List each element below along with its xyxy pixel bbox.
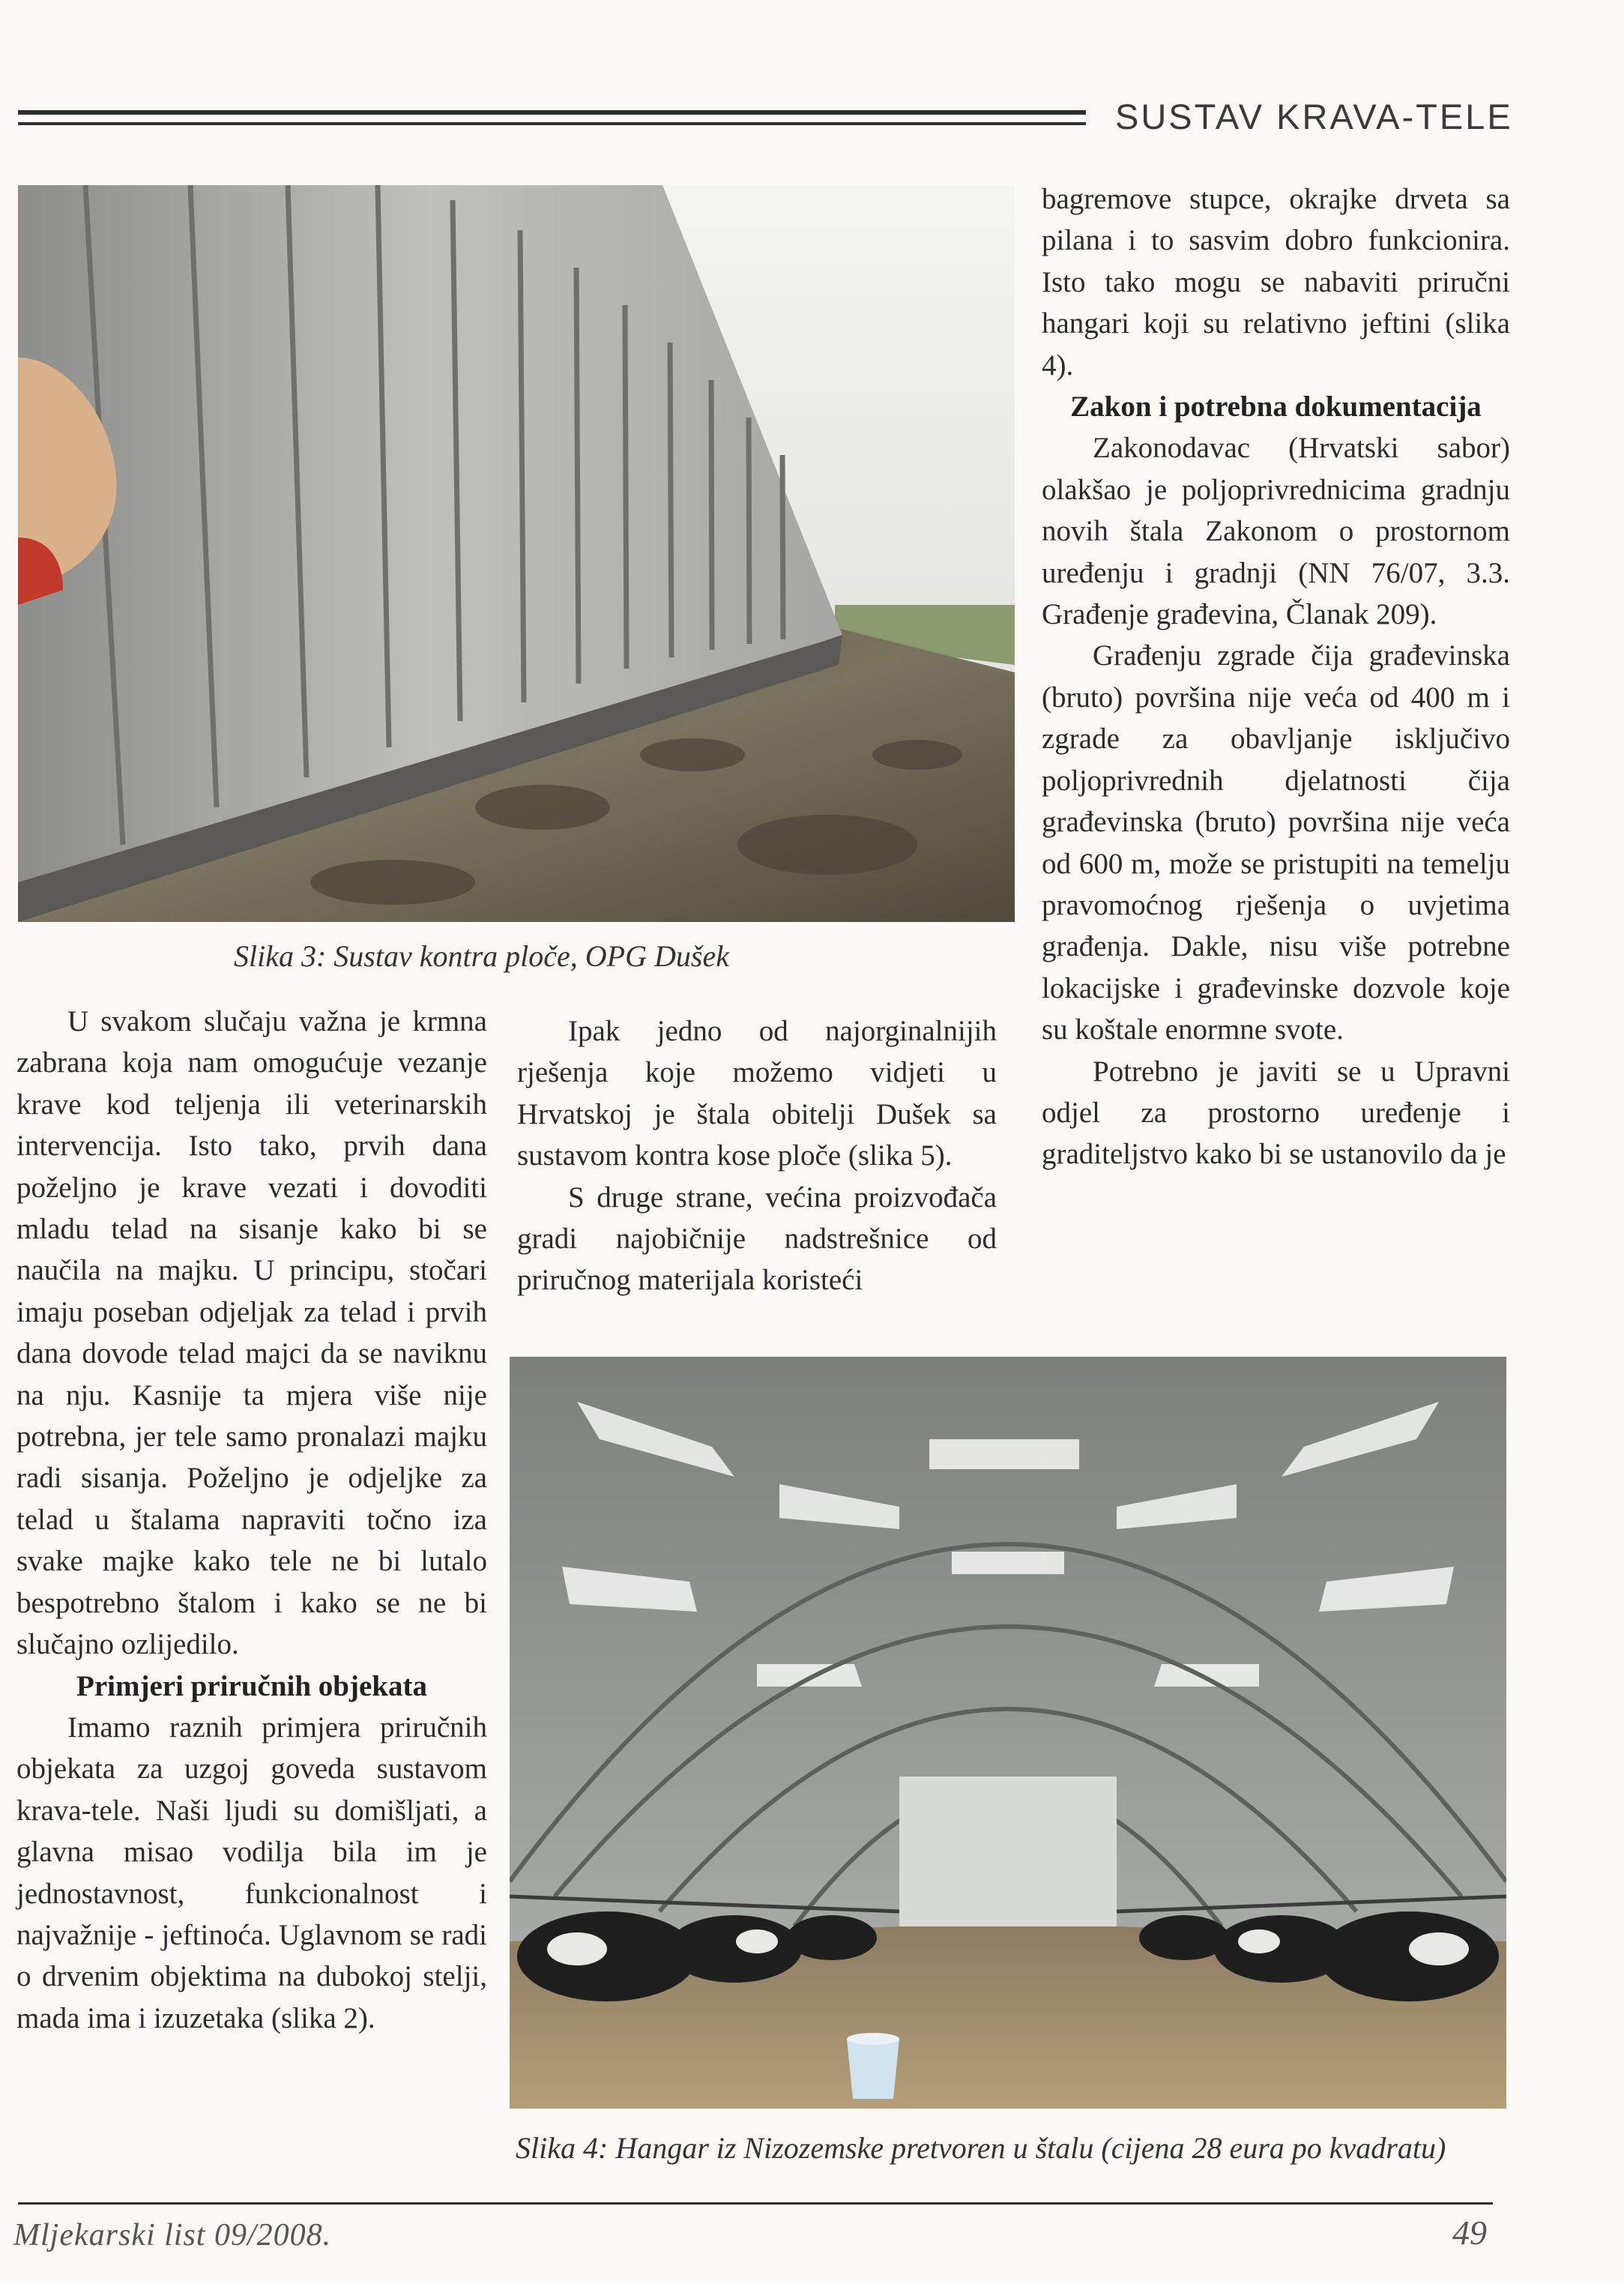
- left-paragraph-2: Imamo raznih primjera priručnih objekata za uzgoj goveda sustavom krava-tele. Naši ljudi su domišljati, a glavna misao vodilja bila im je jednostavnost, funkcionalnost i najvažnije - jeftinoća. Uglavnom se radi o drvenim objektima na dubokoj stelji, mada ima i izuzetaka (slika 2).: [16, 1711, 487, 2034]
- right-paragraph-1: bagremove stupce, okrajke drveta sa pilana i to sasvim dobro funkcionira. Isto tako mogu se nabaviti priručni hangari koji su relativno jeftini (slika 4).: [1042, 183, 1510, 382]
- middle-paragraph-1: Ipak jedno od najorginalnijih rješenja koje možemo vidjeti u Hrvatskoj je štala obitelji Dušek sa sustavom kontra kose ploče (slika 5).: [517, 1015, 997, 1172]
- left-column: [16, 1001, 487, 2039]
- heading-zakon-dokumentacija: Zakon i potrebna dokumentacija: [1070, 391, 1482, 424]
- heading-primjeri-objekata: Primjeri priručnih objekata: [76, 1669, 427, 1702]
- right-column: [1042, 178, 1510, 1175]
- left-paragraph-1: U svakom slučaju važna je krmna zabrana koja nam omogućuje vezanje krave kod teljenja ili veterinarskih intervencija. Isto tako, prvih dana poželjno je krave vezati i dovoditi mladu telad na sisanje kako bi se naučila na majku. U principu, stočari imaju poseban odjeljak za telad i prvih dana dovode telad majci da se naviknu na nju. Kasnije ta mjera više nije potrebna, jer tele samo pronalazi majku radi sisanja. Poželjno je odjeljke za telad u štalama napraviti točno iza svake majke kako tele ne bi lutalo bespotrebno štalom i kako se ne bi slučajno ozlijedilo.: [16, 1005, 487, 1661]
- figure-3-caption: Slika 3: Sustav kontra ploče, OPG Dušek: [234, 939, 729, 973]
- right-paragraph-3: Građenju zgrade čija građevinska (bruto) površina nije veća od 400 m i zgrade za obavljanje isključivo poljoprivrednih djelatnosti čija građevinska (bruto) površina nije veća od 600 m, može se pristupiti na temelju pravomoćnog rješenja o uvjetima građenja. Dakle, nisu više potrebne lokacijske i građevinske dozvole koje su koštale enormne svote.: [1042, 639, 1510, 1046]
- middle-paragraph-2: S druge strane, većina proizvođača gradi najobičnije nadstrešnice od priručnog materijala koristeći: [517, 1181, 997, 1297]
- middle-column: [517, 1010, 997, 1301]
- footer-rule: [18, 2202, 1493, 2205]
- right-paragraph-2: Zakonodavac (Hrvatski sabor) olakšao je poljoprivrednicima gradnju novih štala Zakonom o prostornom uređenju i gradnji (NN 76/07, 3.3. Građenje građevina, Članak 209).: [1042, 432, 1510, 631]
- figure-3-photo: [18, 185, 1015, 922]
- page-number: 49: [1452, 2214, 1487, 2252]
- journal-name: Mljekarski list 09/2008.: [13, 2218, 332, 2253]
- section-title: SUSTAV KRAVA-TELE: [1115, 97, 1513, 136]
- figure-4-caption: Slika 4: Hangar iz Nizozemske pretvoren u štalu (cijena 28 eura po kvadratu): [516, 2131, 1446, 2165]
- header-rule-bottom: [18, 122, 1086, 125]
- right-paragraph-4: Potrebno je javiti se u Upravni odjel za prostorno uređenje i graditeljstvo kako bi se ustanovilo da je: [1042, 1055, 1510, 1171]
- header-rule-top: [18, 110, 1086, 115]
- figure-4-photo: [510, 1357, 1506, 2109]
